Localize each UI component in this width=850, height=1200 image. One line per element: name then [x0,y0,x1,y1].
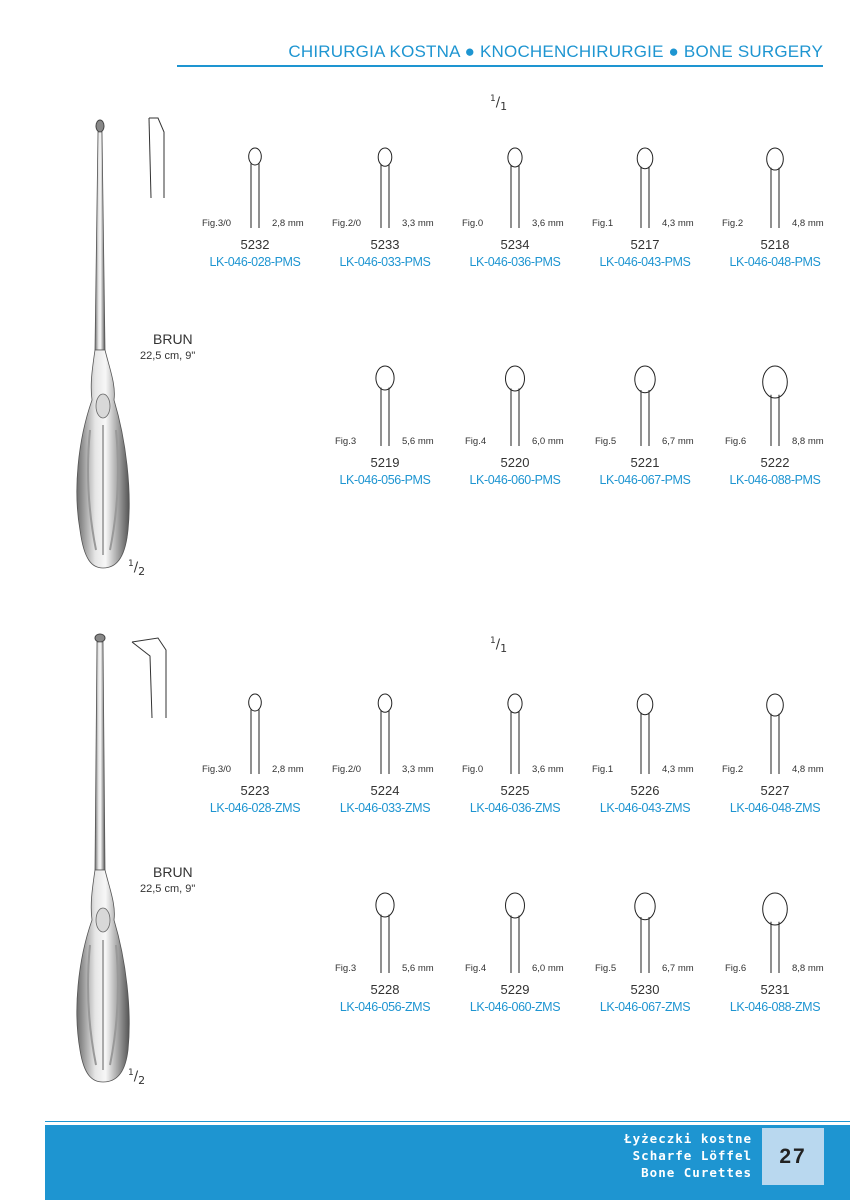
curette-cup-outline [767,148,784,170]
catalog-item [450,358,580,498]
sku-code: LK-046-028-PMS [209,255,301,269]
fig-label: Fig.1 [592,764,614,775]
sku-code: LK-046-060-PMS [469,473,561,487]
catalog-item [320,885,450,1025]
sku-code: LK-046-033-PMS [339,255,431,269]
curette-cup-outline [635,366,655,393]
sku-code: LK-046-056-PMS [339,473,431,487]
sku-code: LK-046-036-PMS [469,255,561,269]
curette-cup-outline [378,694,392,712]
catalog-item [710,140,840,280]
tip-size-label: 4,8 mm [792,218,824,229]
sku-code: LK-046-067-PMS [599,473,691,487]
footer-line-english: Bone Curettes [641,1165,752,1180]
fig-label: Fig.2/0 [332,218,362,229]
catalog-item [710,885,840,1025]
tip-size-label: 4,8 mm [792,764,824,775]
instrument-name: BRUN [153,331,193,347]
catalog-code: 5220 [500,455,530,470]
catalog-item [320,686,450,826]
curette-cup-outline [506,893,525,918]
catalog-code: 5233 [370,237,400,252]
catalog-item [580,140,710,280]
catalog-code: 5227 [760,783,790,798]
curette-cup-outline [767,694,784,716]
curette-cup-outline [635,893,655,920]
sku-code: LK-046-048-PMS [729,255,821,269]
catalog-code: 5223 [240,783,270,798]
curette-cup-outline [763,366,788,398]
tip-size-label: 5,6 mm [402,963,434,974]
sku-code: LK-046-036-ZMS [469,801,561,815]
fig-label: Fig.3/0 [202,764,232,775]
catalog-code: 5218 [760,237,790,252]
catalog-code: 5228 [370,982,400,997]
tip-size-label: 8,8 mm [792,436,824,447]
fig-label: Fig.2 [722,218,744,229]
sku-code: LK-046-067-ZMS [599,1000,691,1014]
tip-size-label: 6,0 mm [532,963,564,974]
scale-half-label: $^1/_2$ [128,559,146,578]
catalog-code: 5219 [370,455,400,470]
curette-cup-outline [637,694,653,715]
catalog-item [710,686,840,826]
tip-size-label: 3,6 mm [532,764,564,775]
scale-half-label: $^1/_2$ [128,1068,146,1087]
curette-cup-outline [249,694,262,711]
tip-size-label: 6,7 mm [662,963,694,974]
sku-code: LK-046-033-ZMS [339,801,431,815]
catalog-item [450,885,580,1025]
curette-angled-image [70,630,180,1090]
curette-cup-outline [508,148,522,167]
curette-cup-outline [763,893,788,925]
curette-cup-outline [376,893,394,917]
sku-code: LK-046-028-ZMS [209,801,301,815]
fig-label: Fig.5 [595,436,617,447]
fig-label: Fig.6 [725,436,747,447]
catalog-item [450,686,580,826]
sku-code: LK-046-088-ZMS [729,1000,821,1014]
curette-cup-outline [508,694,522,713]
scale-full-label: $^1/_1$ [490,636,508,655]
catalog-item [320,140,450,280]
fig-label: Fig.0 [462,764,484,775]
tip-size-label: 2,8 mm [272,764,304,775]
instrument-size: 22,5 cm, 9" [140,883,196,895]
sku-code: LK-046-048-ZMS [729,801,821,815]
curette-cup-outline [249,148,262,165]
curette-cup-outline [506,366,525,391]
catalog-item [190,140,320,280]
tip-size-label: 6,0 mm [532,436,564,447]
catalog-item [580,885,710,1025]
catalog-item [580,686,710,826]
catalog-code: 5221 [630,455,660,470]
catalog-item [450,140,580,280]
catalog-item [190,686,320,826]
tip-size-label: 3,3 mm [402,218,434,229]
fig-label: Fig.2/0 [332,764,362,775]
catalog-code: 5224 [370,783,400,798]
sku-code: LK-046-043-PMS [599,255,691,269]
curette-cup-outline [637,148,653,169]
fig-label: Fig.5 [595,963,617,974]
sku-code: LK-046-060-ZMS [469,1000,561,1014]
tip-size-label: 5,6 mm [402,436,434,447]
instrument-name: BRUN [153,864,193,880]
header-title: CHIRURGIA KOSTNA ● KNOCHENCHIRURGIE ● BONE SURGERY [288,42,823,61]
header-rule [177,65,823,67]
catalog-code: 5226 [630,783,660,798]
sku-code: LK-046-056-ZMS [339,1000,431,1014]
catalog-item [320,358,450,498]
tip-size-label: 8,8 mm [792,963,824,974]
footer-rule [45,1121,850,1122]
catalog-code: 5231 [760,982,790,997]
fig-label: Fig.3 [335,436,357,447]
fig-label: Fig.4 [465,436,487,447]
tip-size-label: 6,7 mm [662,436,694,447]
tip-size-label: 4,3 mm [662,764,694,775]
tip-size-label: 4,3 mm [662,218,694,229]
catalog-code: 5225 [500,783,530,798]
fig-label: Fig.0 [462,218,484,229]
curette-cup-outline [378,148,392,166]
fig-label: Fig.3/0 [202,218,232,229]
catalog-code: 5217 [630,237,660,252]
sku-code: LK-046-043-ZMS [599,801,691,815]
fig-label: Fig.2 [722,764,744,775]
curette-cup-outline [376,366,394,390]
catalog-code: 5234 [500,237,530,252]
footer-category [624,1130,752,1181]
fig-label: Fig.4 [465,963,487,974]
catalog-code: 5222 [760,455,790,470]
footer-line-german: Scharfe Löffel [632,1148,752,1163]
tip-size-label: 2,8 mm [272,218,304,229]
catalog-item [710,358,840,498]
catalog-item [580,358,710,498]
fig-label: Fig.3 [335,963,357,974]
catalog-code: 5230 [630,982,660,997]
fig-label: Fig.1 [592,218,614,229]
catalog-code: 5232 [240,237,270,252]
fig-label: Fig.6 [725,963,747,974]
catalog-code: 5229 [500,982,530,997]
tip-size-label: 3,6 mm [532,218,564,229]
scale-full-label: $^1/_1$ [490,94,508,113]
instrument-size: 22,5 cm, 9" [140,350,196,362]
page-number: 27 [762,1128,824,1185]
tip-size-label: 3,3 mm [402,764,434,775]
sku-code: LK-046-088-PMS [729,473,821,487]
footer-line-polish: Łyżeczki kostne [624,1131,752,1146]
